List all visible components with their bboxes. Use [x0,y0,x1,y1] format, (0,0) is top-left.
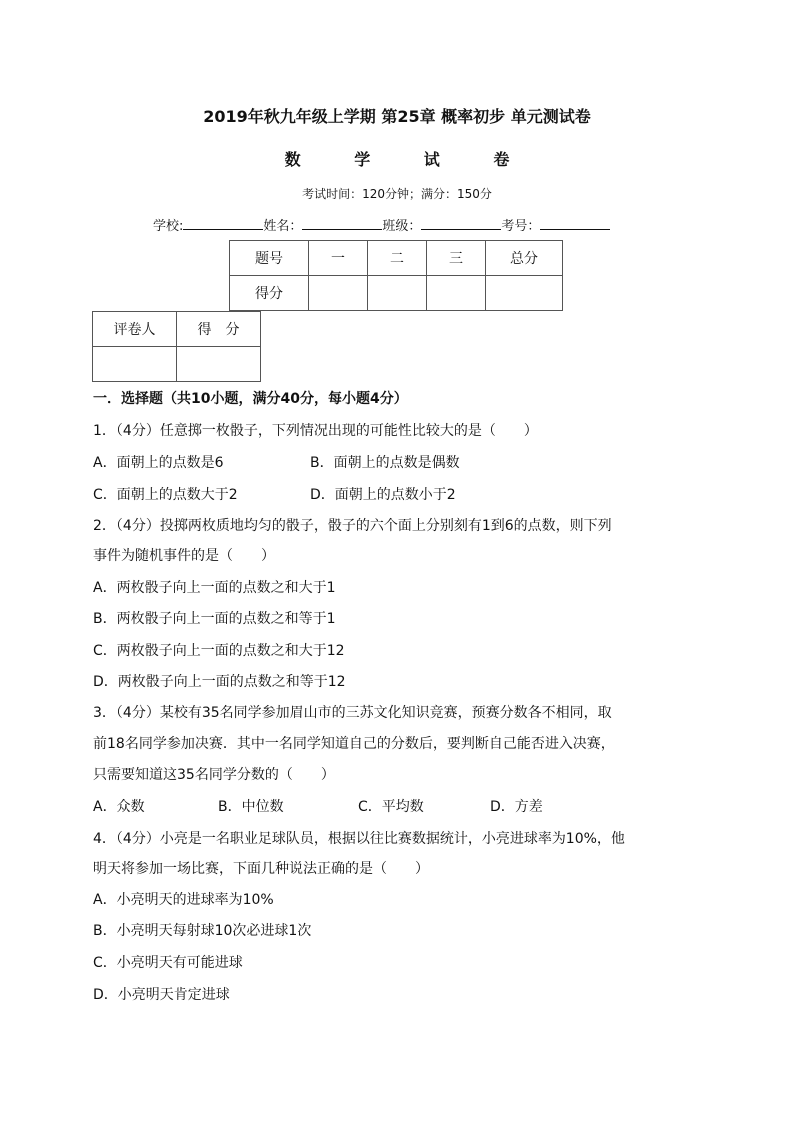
student-info-fields [153,215,610,234]
question-4-option-d: D．小亮明天肯定进球 [93,987,230,1003]
score-table-header-row [230,241,563,276]
question-2-stem-line2: 事件为随机事件的是（ ） [93,548,275,564]
question-1-stem: 1．（4分）任意掷一枚骰子，下列情况出现的可能性比较大的是（ ） [93,423,538,439]
section-title: 一．选择题（共10小题，满分40分，每小题4分） [93,391,408,407]
name-label: 姓名： [263,219,303,234]
question-2-option-a: A．两枚骰子向上一面的点数之和大于1 [93,580,336,596]
question-4-stem-line2: 明天将参加一场比赛，下面几种说法正确的是（ ） [93,861,429,877]
question-4-stem-line1: 4．（4分）小亮是一名职业足球队员，根据以往比赛数据统计，小亮进球率为10%，他 [93,831,625,847]
score-blank-cell [486,276,563,311]
question-3-option-a: A．众数 [93,799,145,815]
score-cell-part2: 二 [368,241,427,276]
score-cell-part3: 三 [427,241,486,276]
question-4-option-b: B．小亮明天每射球10次必进球1次 [93,923,312,939]
question-2-option-c: C．两枚骰子向上一面的点数之和大于12 [93,643,345,659]
question-3-option-b: B．中位数 [218,799,284,815]
score-blank-cell [368,276,427,311]
question-1-option-a: A．面朝上的点数是6 [93,455,224,471]
grader-blank-cell [177,347,261,382]
question-2-option-b: B．两枚骰子向上一面的点数之和等于1 [93,611,336,627]
question-3-option-c: C．平均数 [358,799,424,815]
exam-title: 2019年秋九年级上学期 第25章 概率初步 单元测试卷 [203,107,591,126]
score-blank-cell [427,276,486,311]
name-blank [302,215,382,230]
school-blank [183,215,263,230]
score-cell-label: 题号 [230,241,309,276]
question-3-option-d: D．方差 [490,799,543,815]
question-3-stem-line3: 只需要知道这35名同学分数的（ ） [93,767,335,783]
grader-score-label: 得 分 [177,312,261,347]
class-blank [421,215,501,230]
score-table [229,240,563,311]
grader-cell-label: 评卷人 [93,312,177,347]
question-4-option-a: A．小亮明天的进球率为10% [93,892,274,908]
grader-header-row [93,312,261,347]
question-1-option-c: C．面朝上的点数大于2 [93,487,238,503]
exam-info: 考试时间：120分钟；满分：150分 [302,187,492,201]
question-2-option-d: D．两枚骰子向上一面的点数之和等于12 [93,674,346,690]
question-1-option-b: B．面朝上的点数是偶数 [310,455,460,471]
question-3-stem-line1: 3．（4分）某校有35名同学参加眉山市的三苏文化知识竞赛，预赛分数各不相同，取 [93,705,612,721]
grader-blank-cell [93,347,177,382]
score-row-label: 得分 [230,276,309,311]
question-3-stem-line2: 前18名同学参加决赛．其中一名同学知道自己的分数后，要判断自己能否进入决赛， [93,736,615,752]
score-blank-cell [309,276,368,311]
grader-blank-row [93,347,261,382]
number-label: 考号： [501,219,541,234]
score-cell-part1: 一 [309,241,368,276]
class-label: 班级： [382,219,422,234]
question-1-option-d: D．面朝上的点数小于2 [310,487,456,503]
score-table-score-row [230,276,563,311]
grader-table [92,311,261,382]
question-4-option-c: C．小亮明天有可能进球 [93,955,243,971]
exam-subtitle: 数 学 试 卷 [284,150,534,169]
school-label: 学校: [153,219,184,234]
number-blank [540,215,610,230]
question-2-stem-line1: 2．（4分）投掷两枚质地均匀的骰子，骰子的六个面上分别刻有1到6的点数，则下列 [93,518,612,534]
score-cell-total: 总分 [486,241,563,276]
